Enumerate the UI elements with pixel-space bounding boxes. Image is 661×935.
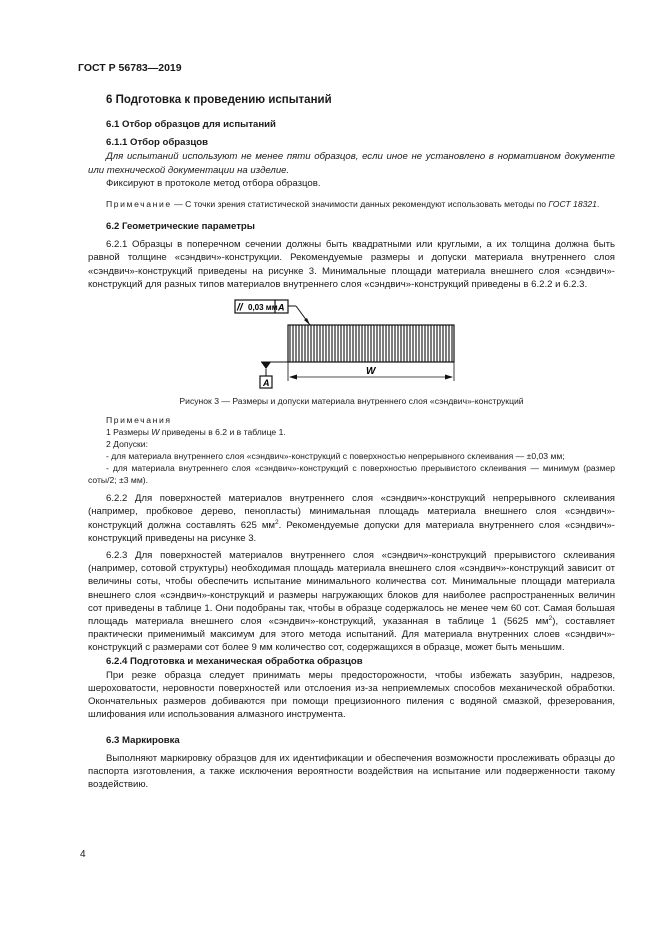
- page-content: [88, 92, 615, 792]
- paragraph-6-2-4: При резке образца следует принимать меры предосторожности, чтобы избежать зазубрин, надрезов, шероховатости, неровности поверхностей или отслоения из-за неприемлемых способов механической обработки. Окончательных размеров добиваются при помощи прецизионного пиления с водяной смазкой, фрезерования, шлифования или использования алмазного инструмента.: [88, 669, 615, 721]
- note-end: .: [596, 199, 600, 210]
- section-6-title: 6 Подготовка к проведению испытаний: [106, 94, 332, 106]
- section-6-1-title: 6.1 Отбор образцов для испытаний: [106, 119, 276, 130]
- note-1-variable: W: [151, 427, 160, 438]
- tolerance-value: 0,03 мм: [248, 303, 278, 313]
- note-reference: ГОСТ 18321: [548, 199, 597, 210]
- note-2b: - для материала внутреннего слоя «сэндвич»-конструкций с поверхностью прерывистого склеивания — минимум (размер соты/2; ±3 мм).: [88, 463, 615, 486]
- section-6-2-title: 6.2 Геометрические параметры: [106, 221, 255, 233]
- note-1: 1 Размеры W приведены в 6.2 и в таблице 1.: [106, 427, 286, 438]
- notes-label: Примечания: [106, 415, 172, 426]
- note-2: 2 Допуски:: [106, 439, 148, 450]
- paragraph-6-2-2: 6.2.2 Для поверхностей материалов внутреннего слоя «сэндвич»-конструкций непрерывного склеивания (например, пробковое дерево, пенопласты) минимальная площадь материала внешнего слоя «сэндвич»-конструкций должна составлять 625 $мм^2$. Рекомендуемые допуски для материала внутреннего слоя «сэндвич»-конструкций приведены на рисунке 3.: [88, 493, 615, 544]
- specimen-core: [288, 325, 454, 362]
- paragraph-6-1-1-text: Для испытаний используют не менее пяти образцов, если иное не установлено в нормативном документе или технической документации на изделие.: [88, 151, 615, 176]
- dimension-arrow-left-icon: [289, 375, 297, 380]
- leader-arrow-icon: [304, 318, 310, 325]
- paragraph-6-2-1: 6.2.1 Образцы в поперечном сечении должны быть квадратными или круглыми, а их толщина должна быть равной толщине «сэндвич»-конструкции. Рекомендуемые размеры и допуски материала внутреннего слоя «сэндвич»-конструкций приведены на рисунке 3. Минимальные площади материала внешнего слоя «сэндвич»-конструкций для разных типов материалов внутреннего слоя «сэндвич»-конструкций приведены в 6.2.2 и 6.2.3.: [88, 239, 615, 290]
- tolerance-datum: A: [278, 302, 285, 313]
- paragraph-6-3: Выполняют маркировку образцов для их идентификации и обеспечения возможности прослеживать образцы до паспорта изготовления, а также исключения вероятности воздействия на испытание или подверженности такому воздействию.: [88, 752, 615, 791]
- section-6-1-1-title: 6.1.1 Отбор образцов: [106, 137, 208, 149]
- note-6-1: [88, 198, 615, 210]
- note-text: — С точки зрения статистической значимости данных рекомендуют использовать методы по: [171, 199, 549, 210]
- datum-triangle-icon: [261, 362, 271, 369]
- paragraph-6-2-3: 6.2.3 Для поверхностей материалов внутреннего слоя «сэндвич»-конструкций прерывистого склеивания (например, сотовой структуры) необходимая площадь материала внешнего слоя «сэндвич»-конструкций зависит от величины соты, чтобы обеспечить испытание минимального количества сот. Минимальные площади материала внешнего слоя «сэндвич»-конструкций и размеры нагружающих блоков для наиболее распространенных величин сот приведены в таблице 1. Они подобраны так, чтобы в образце содержалось не менее чем 60 сот. Самая большая площадь материала внешнего слоя «сэндвич»-конструкций, указанная в таблице 1 (5625 $мм^2$), составляет практически применимый максимум для этого метода испытаний. Для материала внутренних слоев «сэндвич»-конструкций с размерами сот более 9 мм количество сот, содержащихся в образце, может быть меньшим.: [88, 550, 615, 654]
- page-number: 4: [80, 849, 86, 860]
- note-label: Примечание: [106, 199, 172, 210]
- paragraph-6-1-1-protocol: Фиксируют в протоколе метод отбора образцов.: [106, 177, 321, 189]
- section-6-2-4-title: 6.2.4 Подготовка и механическая обработка образцов: [106, 655, 363, 667]
- note-2a: - для материала внутреннего слоя «сэндвич»-конструкций с поверхностью непрерывного склеивания — ±0,03 мм;: [106, 451, 565, 462]
- figure-3-drawing: [88, 297, 615, 395]
- section-6-3-title: 6.3 Маркировка: [106, 734, 180, 746]
- standard-header: ГОСТ Р 56783—2019: [78, 62, 182, 74]
- figure-3: [88, 297, 615, 395]
- dimension-arrow-right-icon: [445, 375, 453, 380]
- figure-3-caption: Рисунок 3 — Размеры и допуски материала внутреннего слоя «сэндвич»-конструкций: [179, 396, 524, 407]
- parallelism-icon: //: [237, 302, 243, 314]
- datum-label: A: [263, 378, 270, 389]
- dimension-label: W: [366, 366, 376, 378]
